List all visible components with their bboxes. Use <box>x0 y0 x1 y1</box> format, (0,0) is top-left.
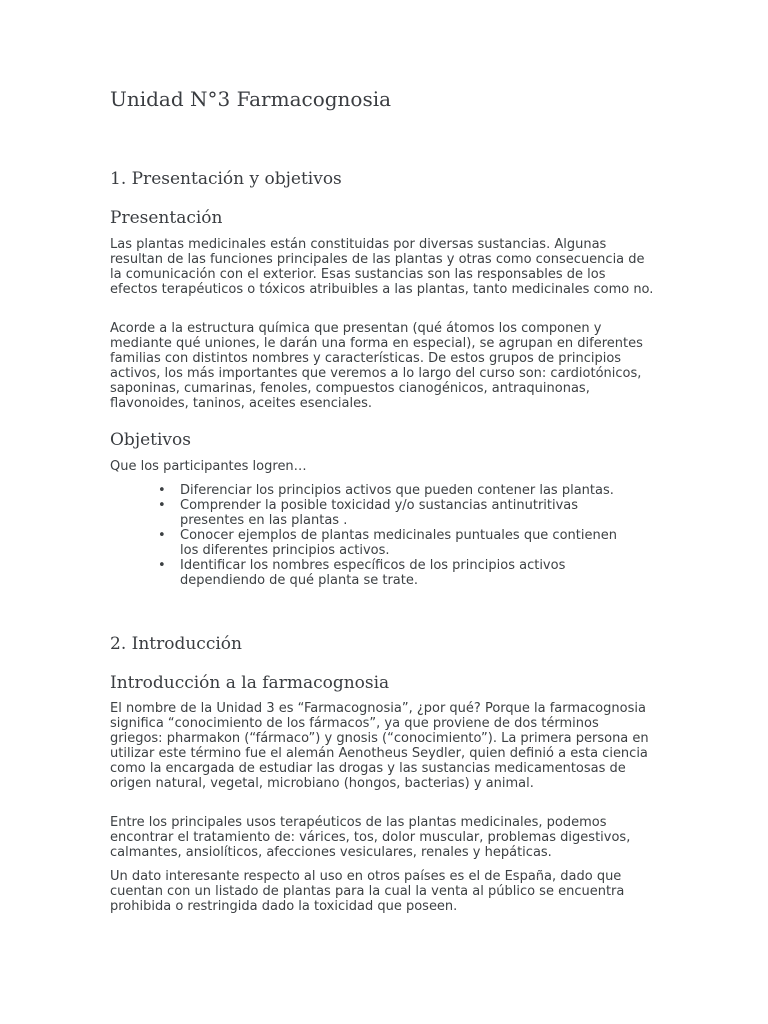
list-item <box>110 498 655 528</box>
subheading-objetivos: Objetivos <box>110 430 191 450</box>
paragraph-intro-3: Un dato interesante respecto al uso en otros países es el de España, dado que cuentan con un listado de plantas para la cual la venta al público se encuentra prohibida o restringida dado la toxicidad que poseen. <box>110 869 625 914</box>
subheading-presentacion: Presentación <box>110 208 223 228</box>
paragraph-presentacion-1: Las plantas medicinales están constituidas por diversas sustancias. Algunas resultan de las funciones principales de las plantas y otras como consecuencia de la comunicación con el exterior. Esas sustancias son las responsables de los efectos terapéuticos o tóxicos atribuibles a las plantas, tanto medicinales como no. <box>110 237 654 297</box>
list-item-text: Identificar los nombres específicos de los principios activos dependiendo de qué planta se trate. <box>180 558 566 588</box>
bullet-icon: • <box>158 558 166 573</box>
list-item <box>110 528 655 558</box>
section-heading-introduccion: 2. Introducción <box>110 634 242 654</box>
list-item-text: Conocer ejemplos de plantas medicinales puntuales que contienen los diferentes principios activos. <box>180 528 617 558</box>
objetivos-list <box>110 483 655 588</box>
paragraph-intro-1: El nombre de la Unidad 3 es “Farmacognosia”, ¿por qué? Porque la farmacognosia significa “conocimiento de los fármacos”, ya que proviene de dos términos griegos: pharmakon (“fármaco”) y gnosis (“conocimiento”). La primera persona en utilizar este término fue el alemán Aenotheus Seydler, quien definió a esta ciencia como la encargada de estudiar las drogas y las sustancias medicamentosas de origen natural, vegetal, microbiano (hongos, bacterias) y animal. <box>110 701 649 791</box>
document-title: Unidad N°3 Farmacognosia <box>110 87 392 111</box>
list-item <box>110 483 655 498</box>
bullet-icon: • <box>158 528 166 543</box>
bullet-icon: • <box>158 483 166 498</box>
list-item-text: Comprender la posible toxicidad y/o sustancias antinutritivas presentes en las plantas . <box>180 498 579 528</box>
paragraph-presentacion-2: Acorde a la estructura química que presentan (qué átomos los componen y mediante qué uniones, le darán una forma en especial), se agrupan en diferentes familias con distintos nombres y características. De estos grupos de principios activos, los más importantes que veremos a lo largo del curso son: cardiotónicos, saponinas, cumarinas, fenoles, compuestos cianogénicos, antraquinonas, flavonoides, taninos, aceites esenciales. <box>110 321 643 411</box>
list-item-text: Diferenciar los principios activos que pueden contener las plantas. <box>180 483 614 498</box>
section-heading-presentacion-objetivos: 1. Presentación y objetivos <box>110 169 342 189</box>
objetivos-intro: Que los participantes logren… <box>110 459 307 474</box>
paragraph-intro-2: Entre los principales usos terapéuticos de las plantas medicinales, podemos encontrar el tratamiento de: várices, tos, dolor muscular, problemas digestivos, calmantes, ansiolíticos, afecciones vesiculares, renales y hepáticas. <box>110 815 631 860</box>
subheading-intro-farmacognosia: Introducción a la farmacognosia <box>110 673 390 693</box>
bullet-icon: • <box>158 498 166 513</box>
list-item <box>110 558 655 588</box>
